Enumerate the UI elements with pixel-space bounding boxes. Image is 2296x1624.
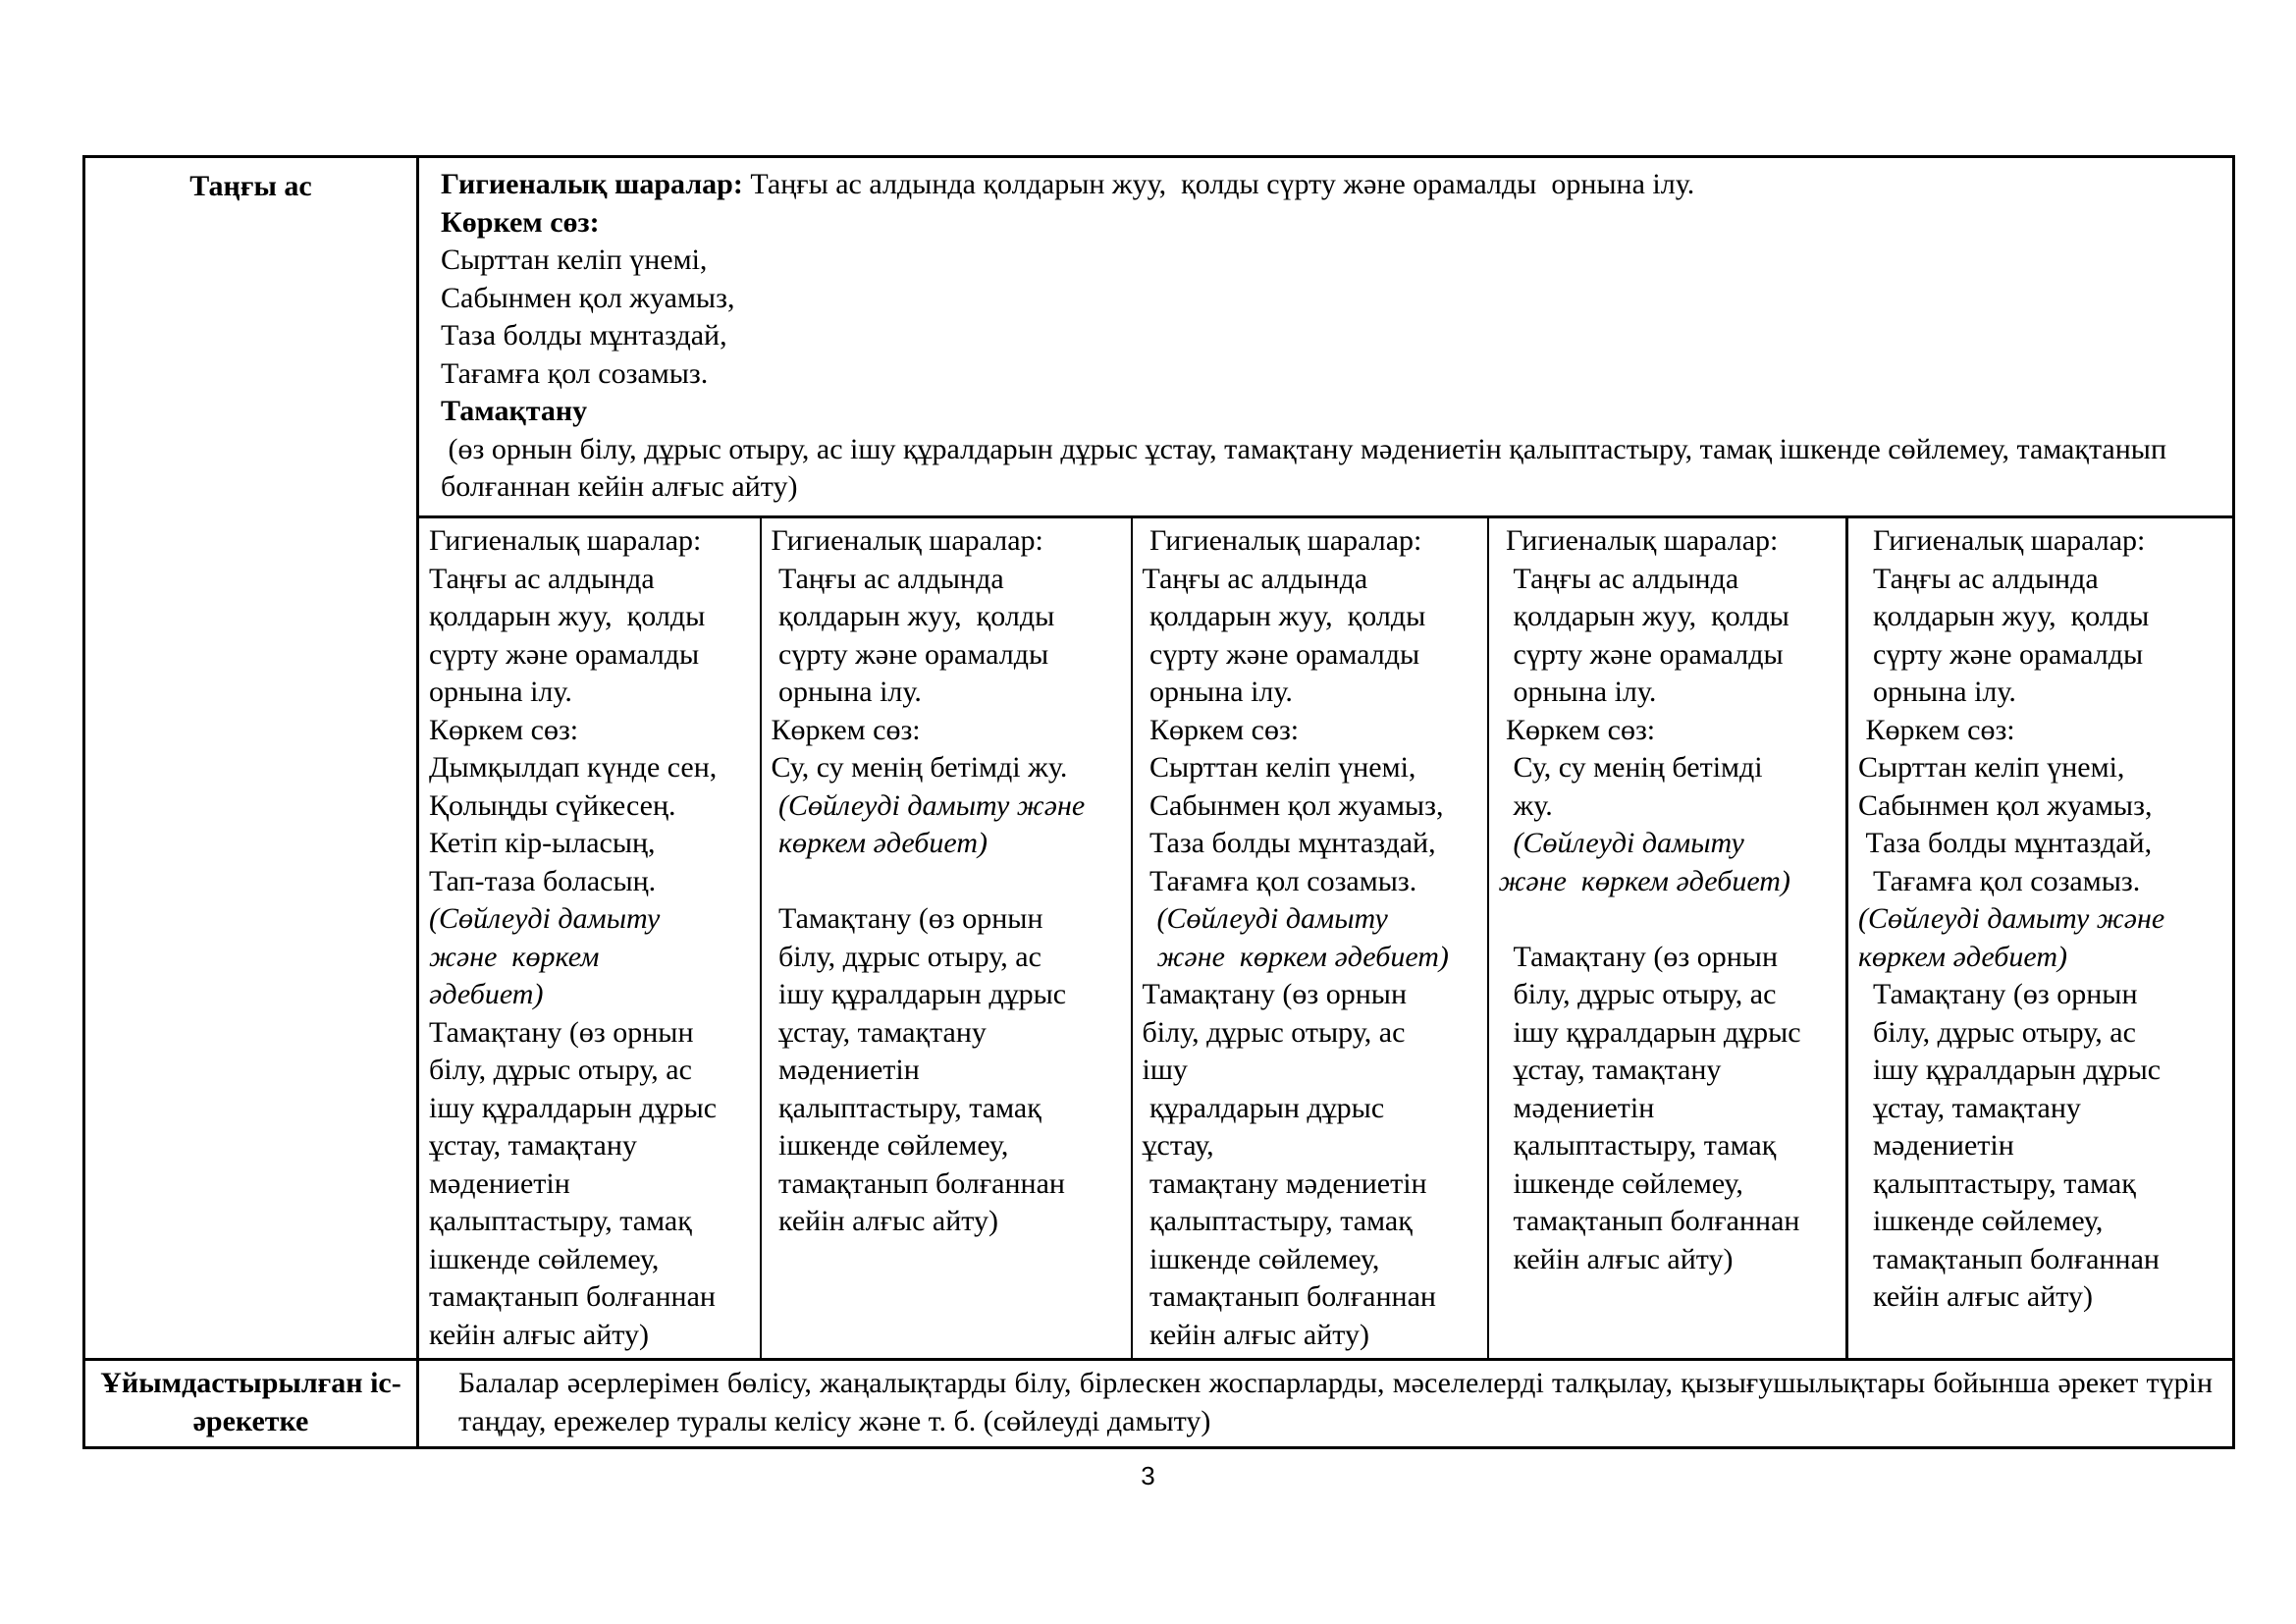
day-text-line: қалыптастыру, тамақ: [1858, 1166, 2136, 1200]
day-text-line: тамақтанып болғаннан: [771, 1166, 1065, 1200]
day-text-line: ұстау, тамақтану: [429, 1129, 637, 1162]
day-text-line: қолдарын жуу, қолды: [1858, 600, 2150, 632]
day-cell-2: [761, 517, 1132, 1360]
day-text-line: Қолыңды сүйкесең.: [429, 788, 676, 822]
poem-line: Сырттан келіп үнемі,: [441, 244, 708, 276]
organized-label-cell: [84, 1360, 418, 1448]
day-text-line: Таңғы ас алдында: [1858, 562, 2099, 595]
day-text-line: білу, дұрыс отыру, ас: [429, 1054, 692, 1086]
day-text-line: Гигиеналық шаралар:: [429, 524, 702, 557]
day-text-line: Су, су менің бетімді жу.: [771, 751, 1068, 784]
day-text-line: тамақтанып болғаннан: [1142, 1280, 1436, 1313]
day-text-line: қалыптастыру, тамақ: [1498, 1129, 1777, 1162]
day-text-line: Көркем сөз:: [1858, 713, 2015, 746]
day-text-line: білу, дұрыс отыру, ас: [771, 940, 1041, 973]
day-text-line: кейін алғыс айту): [771, 1205, 998, 1237]
day-text-line: Таза болды мұнтаздай,: [1858, 827, 2153, 859]
day-text-line: тамақтану мәдениетін: [1142, 1166, 1427, 1200]
day-text-line: және көркем: [429, 940, 600, 973]
breakfast-label-cell: [84, 157, 418, 1360]
day-text-line: [772, 863, 1123, 901]
day-text-line: жу.: [1498, 788, 1553, 822]
day-text-line: ішкенде сөйлемеу,: [1498, 1166, 1743, 1200]
day-text-line: Көркем сөз:: [1498, 713, 1656, 746]
day-text-line: Су, су менің бетімді: [1498, 751, 1763, 784]
day-text-line: тамақтанып болғаннан: [429, 1280, 716, 1313]
day-text-line: мәдениетін: [429, 1166, 570, 1200]
day-text-line: Таңғы ас алдында: [1142, 562, 1368, 595]
day-text-line: орнына ілу.: [429, 676, 572, 708]
day-text-line: Көркем сөз:: [1142, 713, 1300, 746]
day-text-line: сүрту және орамалды: [429, 637, 700, 671]
day-text-line: [1499, 900, 1839, 939]
hygiene-title: Гигиеналық шаралар:: [441, 168, 743, 200]
day-text-line: (Сөйлеуді дамыту және: [771, 788, 1086, 822]
day-text-line: Дымқылдап күнде сен,: [429, 751, 718, 784]
day-text-line: Гигиеналық шаралар:: [1142, 524, 1422, 557]
hygiene-line: [441, 166, 2213, 204]
day-text-line: және көркем әдебиет): [1142, 940, 1449, 973]
day-text-line: ішкенде сөйлемеу,: [429, 1242, 660, 1275]
day-text-line: ішу құралдарын дұрыс: [1498, 1015, 1801, 1049]
day-text-line: (Сөйлеуді дамыту: [429, 902, 661, 935]
day-text-line: Тап-таза боласың.: [429, 864, 657, 897]
day-text-line: білу, дұрыс отыру, ас: [1858, 1015, 2136, 1049]
organized-label: Ұйымдастырылған іс-әрекетке: [100, 1367, 401, 1437]
day-text-line: (Сөйлеуді дамыту және: [1858, 902, 2165, 935]
day-text-line: Таңғы ас алдында: [771, 562, 1004, 595]
day-text-line: Тағамға қол созамыз.: [1858, 864, 2141, 897]
breakfast-intro-cell: [418, 157, 2234, 517]
day-text-line: білу, дұрыс отыру, ас: [1498, 978, 1777, 1010]
hygiene-text: Таңғы ас алдында қолдарын жуу, қолды сүрту және орамалды орнына ілу.: [742, 168, 1695, 200]
eating-text: (өз орнын білу, дұрыс отыру, ас ішу құралдарын дұрыс ұстау, тамақтану мәдениетін қалыптастыру, тамақ ішкенде сөйлемеу, тамақтанып болғаннан кейін алғыс айту): [441, 432, 2174, 503]
day-text-line: Таңғы ас алдында: [1498, 562, 1739, 595]
day-text-line: ішу құралдарын дұрыс: [1858, 1054, 2162, 1086]
day-text-line: көркем әдебиет): [771, 827, 988, 859]
day-text-line: қалыптастыру, тамақ: [429, 1205, 692, 1237]
day-text-line: Гигиеналық шаралар:: [1858, 524, 2146, 557]
day-text-line: орнына ілу.: [1498, 676, 1657, 708]
day-text-line: және көркем әдебиет): [1498, 864, 1790, 897]
day-text-line: орнына ілу.: [771, 676, 922, 708]
day-text-line: құралдарын дұрыс: [1142, 1091, 1385, 1124]
day-text-line: Тамақтану (өз орнын: [771, 902, 1043, 935]
day-text-line: мәдениетін: [1498, 1091, 1655, 1124]
day-text-line: қолдарын жуу, қолды: [1142, 600, 1426, 632]
day-text-line: кейін алғыс айту): [1858, 1280, 2093, 1313]
day-cell-1: [418, 517, 761, 1360]
day-text-line: қолдарын жуу, қолды: [1498, 600, 1789, 632]
day-text-line: ұстау, тамақтану: [1858, 1091, 2081, 1124]
day-text-line: қолдарын жуу, қолды: [429, 600, 706, 632]
day-text-line: кейін алғыс айту): [1498, 1242, 1734, 1275]
day-text-line: Гигиеналық шаралар:: [1498, 524, 1779, 557]
day-text-line: қолдарын жуу, қолды: [771, 600, 1055, 632]
day-text-line: кейін алғыс айту): [1142, 1318, 1369, 1351]
day-text-line: Тамақтану (өз орнын: [1142, 978, 1408, 1010]
day-text-line: қалыптастыру, тамақ: [1142, 1205, 1413, 1237]
day-text-line: тамақтанып болғаннан: [1858, 1242, 2160, 1275]
day-text-line: Тамақтану (өз орнын: [1858, 978, 2138, 1010]
day-text-line: сүрту және орамалды: [1858, 637, 2144, 671]
day-text-line: Сырттан келіп үнемі,: [1858, 751, 2125, 784]
day-text-line: орнына ілу.: [1858, 676, 2016, 708]
day-text-line: ұстау, тамақтану: [771, 1015, 987, 1049]
day-text-line: тамақтанып болғаннан: [1498, 1205, 1800, 1237]
breakfast-row-intro: [84, 157, 2234, 517]
day-text-line: кейін алғыс айту): [429, 1318, 649, 1351]
day-text-line: қалыптастыру, тамақ: [771, 1091, 1041, 1124]
breakfast-label: Таңғы ас: [189, 170, 312, 202]
day-text-line: ұстау, тамақтану: [1498, 1054, 1722, 1086]
day-text-line: ішкенде сөйлемеу,: [1142, 1242, 1380, 1275]
day-text-line: Тамақтану (өз орнын: [1498, 940, 1779, 973]
day-text-line: Тағамға қол созамыз.: [1142, 864, 1417, 897]
day-text-line: ішкенде сөйлемеу,: [771, 1129, 1009, 1162]
day-text-line: Сабынмен қол жуамыз,: [1858, 788, 2153, 822]
organized-activity-row: [84, 1360, 2234, 1448]
day-text-line: сүрту және орамалды: [771, 637, 1049, 671]
day-text-line: мәдениетін: [771, 1054, 920, 1086]
organized-text-cell: [418, 1360, 2234, 1448]
day-text-line: (Сөйлеуді дамыту: [1498, 827, 1744, 859]
poem-title: Көркем сөз:: [441, 205, 600, 239]
day-text-line: Кетіп кір-ыласың,: [429, 827, 656, 859]
day-text-line: көркем әдебиет): [1858, 940, 2067, 973]
day-text-line: Көркем сөз:: [429, 713, 579, 746]
schedule-table: [82, 155, 2235, 1449]
day-text-line: орнына ілу.: [1142, 676, 1293, 708]
day-text-line: (Сөйлеуді дамыту: [1142, 902, 1388, 935]
day-text-line: ішкенде сөйлемеу,: [1858, 1205, 2104, 1237]
poem-line: Сабынмен қол жуамыз,: [441, 281, 735, 314]
day-text-line: Таза болды мұнтаздай,: [1142, 827, 1436, 859]
day-text-line: әдебиет): [429, 978, 544, 1010]
day-text-line: Сабынмен қол жуамыз,: [1142, 788, 1444, 822]
day-text-line: білу, дұрыс отыру, ас: [1142, 1015, 1406, 1049]
poem-line: Тағамға қол созамыз.: [441, 356, 709, 390]
day-text-line: ішу құралдарын дұрыс: [429, 1091, 718, 1124]
day-text-line: Гигиеналық шаралар:: [771, 524, 1043, 557]
day-text-line: Тамақтану (өз орнын: [429, 1015, 694, 1049]
page-number: 3: [1141, 1461, 1155, 1490]
day-text-line: Таңғы ас алдында: [429, 562, 655, 595]
day-cell-4: [1488, 517, 1847, 1360]
day-text-line: ішу құралдарын дұрыс: [771, 978, 1067, 1010]
day-text-line: мәдениетін: [1858, 1129, 2014, 1162]
day-text-line: сүрту және орамалды: [1142, 637, 1420, 671]
eating-title: Тамақтану: [441, 395, 588, 427]
day-cell-5: [1847, 517, 2234, 1360]
organized-text: Балалар әсерлерімен бөлісу, жаңалықтарды білу, бірлескен жоспарларды, мәселелерді талқылау, қызығушылықтары бойынша әрекет түрін таңдау, ережелер туралы келісу және т. б. (сөйлеуді дамыту): [458, 1367, 2214, 1437]
day-text-line: Сырттан келіп үнемі,: [1142, 751, 1416, 784]
day-text-line: сүрту және орамалды: [1498, 637, 1784, 671]
day-cell-3: [1132, 517, 1488, 1360]
day-text-line: ұстау,: [1142, 1129, 1214, 1162]
day-text-line: ішу: [1142, 1054, 1188, 1086]
poem-line: Таза болды мұнтаздай,: [441, 319, 727, 352]
day-text-line: Көркем сөз:: [771, 713, 921, 746]
